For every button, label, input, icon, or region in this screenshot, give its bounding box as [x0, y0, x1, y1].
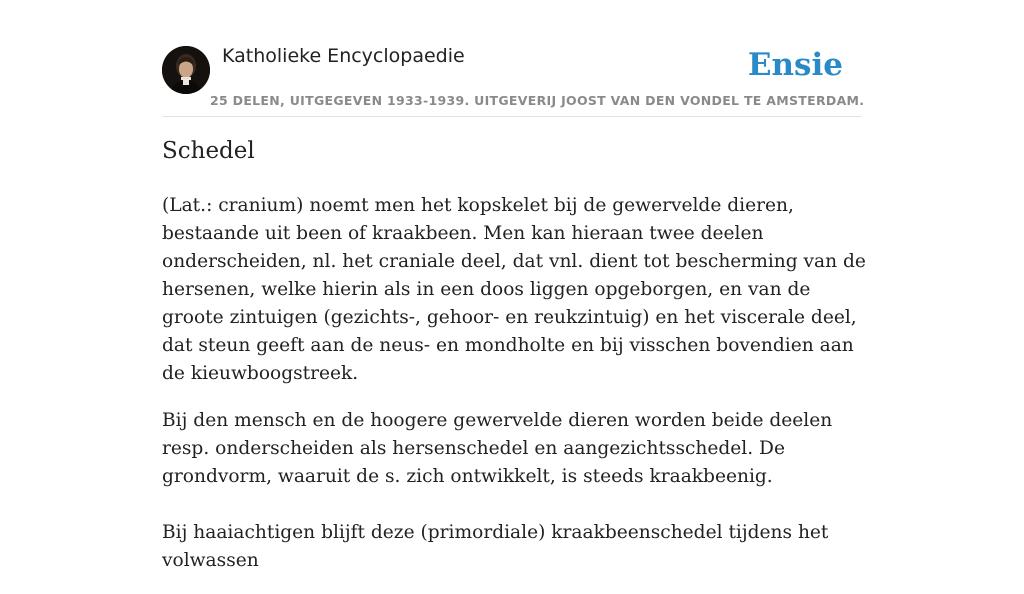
header: [162, 0, 865, 117]
source-title[interactable]: Katholieke Encyclopaedie: [222, 45, 465, 67]
source-avatar[interactable]: [162, 46, 210, 94]
entry-title: Schedel: [162, 138, 255, 164]
article-paragraph: Bij den mensch en de hoogere gewervelde dieren worden beide deelen resp. onderscheiden als hersenschedel en aangezichtsschedel. De grondvorm, waaruit de s. zich ontwikkelt, is steeds kraakbeenig.: [162, 410, 833, 487]
article-body: [162, 192, 868, 594]
page: [162, 0, 866, 571]
portrait-image: [162, 46, 210, 94]
article-paragraph: (Lat.: cranium) noemt men het kopskelet bij de gewervelde dieren, bestaande uit been of kraakbeen. Men kan hieraan twee deelen onderscheiden, nl. het craniale deel, dat vnl. dient tot bescherming van de hersenen, welke hierin als in een doos liggen opgeborgen, en van de groote zintuigen (gezichts-, gehoor- en reukzintuig) en het viscerale deel, dat steun geeft aan de neus- en mondholte en bij visschen bovendien aan de kieuwboogstreek.: [162, 195, 866, 384]
source-subtitle: 25 DELEN, UITGEGEVEN 1933-1939. UITGEVERIJ JOOST VAN DEN VONDEL TE AMSTERDAM.: [210, 93, 865, 108]
article-paragraph: Bij haaiachtigen blijft deze (primordiale) kraakbeenschedel tijdens het volwassen: [162, 522, 829, 571]
ensie-logo-link[interactable]: Ensie: [747, 47, 843, 83]
